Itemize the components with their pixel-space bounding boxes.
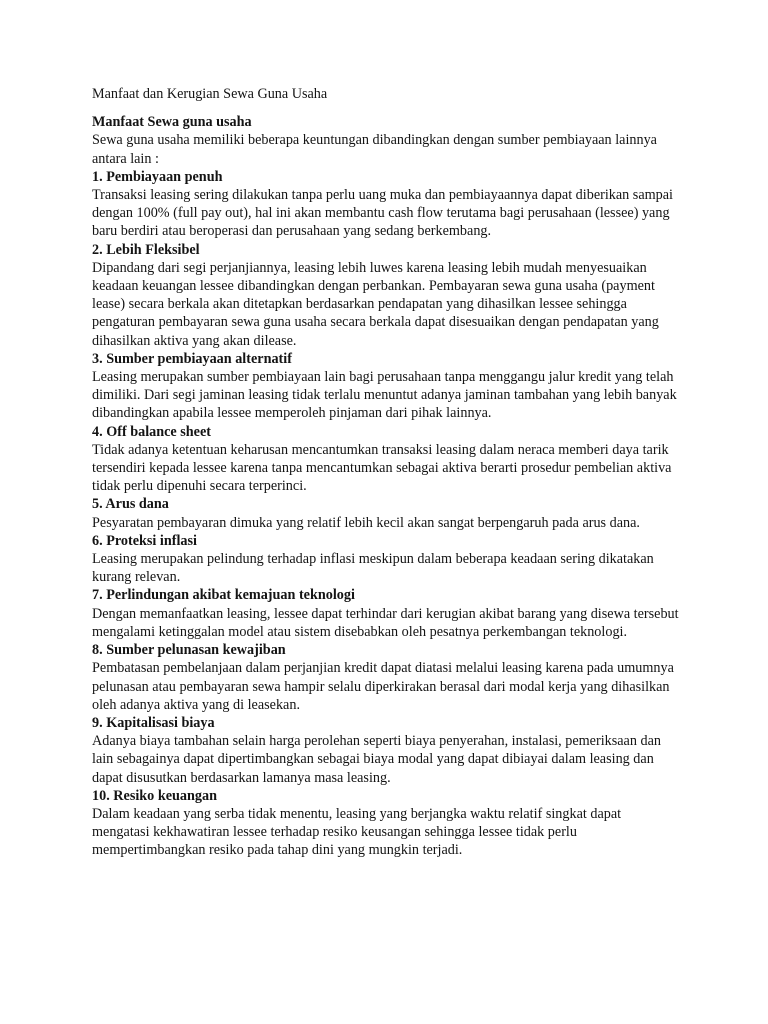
benefit-item-title: 4. Off balance sheet xyxy=(92,423,212,440)
benefit-item-title: 3. Sumber pembiayaan alternatif xyxy=(92,350,292,367)
benefit-item-body: Transaksi leasing sering dilakukan tanpa perlu uang muka dan pembiayaannya dapat diberikan sampai dengan 100% (full pay out), hal ini akan membantu cash flow terutama bagi perusahaan (lessee) yang baru berdiri atau beroperasi dan perusahaan yang sedang berkembang. xyxy=(92,187,673,240)
intro-paragraph: Sewa guna usaha memiliki beberapa keuntungan dibandingkan dengan sumber pembiayaan lainnya antara lain : xyxy=(92,132,657,167)
benefit-item-title: 8. Sumber pelunasan kewajiban xyxy=(92,642,286,659)
benefit-item-body: Tidak adanya ketentuan keharusan mencantumkan transaksi leasing dalam neraca memberi daya tarik tersendiri kepada lessee karena tanpa mencantumkan sebagai aktiva berarti prosedur pembelian aktiva tidak perlu dipenuhi secara terperinci. xyxy=(92,441,672,495)
section-heading: Manfaat Sewa guna usaha xyxy=(92,114,252,131)
benefit-item-body: Pesyaratan pembayaran dimuka yang relatif lebih kecil akan sangat berpengaruh pada arus dana. xyxy=(92,514,640,531)
document-content xyxy=(92,85,682,860)
benefit-item xyxy=(92,586,682,641)
benefit-item xyxy=(92,532,682,587)
benefit-item xyxy=(92,641,682,714)
benefit-item-title: 5. Arus dana xyxy=(92,496,169,513)
benefit-item xyxy=(92,241,682,350)
benefit-item-title: 2. Lebih Fleksibel xyxy=(92,241,200,258)
benefit-item-body: Dalam keadaan yang serba tidak menentu, leasing yang berjangka waktu relatif singkat dapat mengatasi kekhawatiran lessee terhadap resiko keusangan sehingga lessee tidak perlu mempertimbangkan resiko pada tahap dini yang mungkin terjadi. xyxy=(92,805,622,859)
benefit-item-title: 7. Perlindungan akibat kemajuan teknologi xyxy=(92,587,355,604)
benefit-item xyxy=(92,787,682,860)
benefit-item-title: 1. Pembiayaan penuh xyxy=(92,168,223,185)
benefit-item-title: 9. Kapitalisasi biaya xyxy=(92,714,215,731)
benefit-item xyxy=(92,495,682,531)
benefit-item xyxy=(92,714,682,787)
benefit-item xyxy=(92,350,682,423)
benefit-item-body: Adanya biaya tambahan selain harga perolehan seperti biaya penyerahan, instalasi, pemeriksaan dan lain sebagainya dapat dipertimbangkan sebagai biaya modal yang dapat dibiayai dalam leasing dan dapat disusutkan berdasarkan lamanya masa leasing. xyxy=(92,733,661,786)
document-title: Manfaat dan Kerugian Sewa Guna Usaha xyxy=(92,86,328,102)
benefit-item-body: Leasing merupakan sumber pembiayaan lain bagi perusahaan tanpa menggangu jalur kredit yang telah dimiliki. Dari segi jaminan leasing tidak terlalu menuntut adanya jaminan tambahan yang lebih banyak dibandingkan apabila lessee memperoleh pinjaman dari pihak lainnya. xyxy=(92,369,677,422)
benefit-item-body: Leasing merupakan pelindung terhadap inflasi meskipun dalam beberapa keadaan sering dikatakan kurang relevan. xyxy=(92,551,654,586)
benefit-item xyxy=(92,168,682,241)
benefit-item-title: 6. Proteksi inflasi xyxy=(92,532,197,549)
benefit-item-body: Pembatasan pembelanjaan dalam perjanjian kredit dapat diatasi melalui leasing karena pada umumnya pelunasan atau pembayaran sewa hampir selalu diperkirakan berasal dari modal kerja yang dihasilkan oleh adanya aktiva yang di leasekan. xyxy=(92,660,674,713)
benefit-item-body: Dipandang dari segi perjanjiannya, leasing lebih luwes karena leasing lebih mudah menyesuaikan keadaan keuangan lessee dibandingkan dengan perbankan. Pembayaran sewa guna usaha (payment lease) secara berkala akan ditetapkan berdasarkan pendapatan yang dihasilkan lessee sehingga pengaturan pembayaran sewa guna usaha secara berkala dapat disesuaikan dengan pendapatan yang dihasilkan aktiva yang akan dilease. xyxy=(92,259,659,349)
benefit-item-body: Dengan memanfaatkan leasing, lessee dapat terhindar dari kerugian akibat barang yang disewa tersebut mengalami ketinggalan model atau sistem disebabkan oleh pesatnya perkembangan teknologi. xyxy=(92,605,679,640)
benefit-item-title: 10. Resiko keuangan xyxy=(92,787,217,804)
benefit-item xyxy=(92,423,682,496)
